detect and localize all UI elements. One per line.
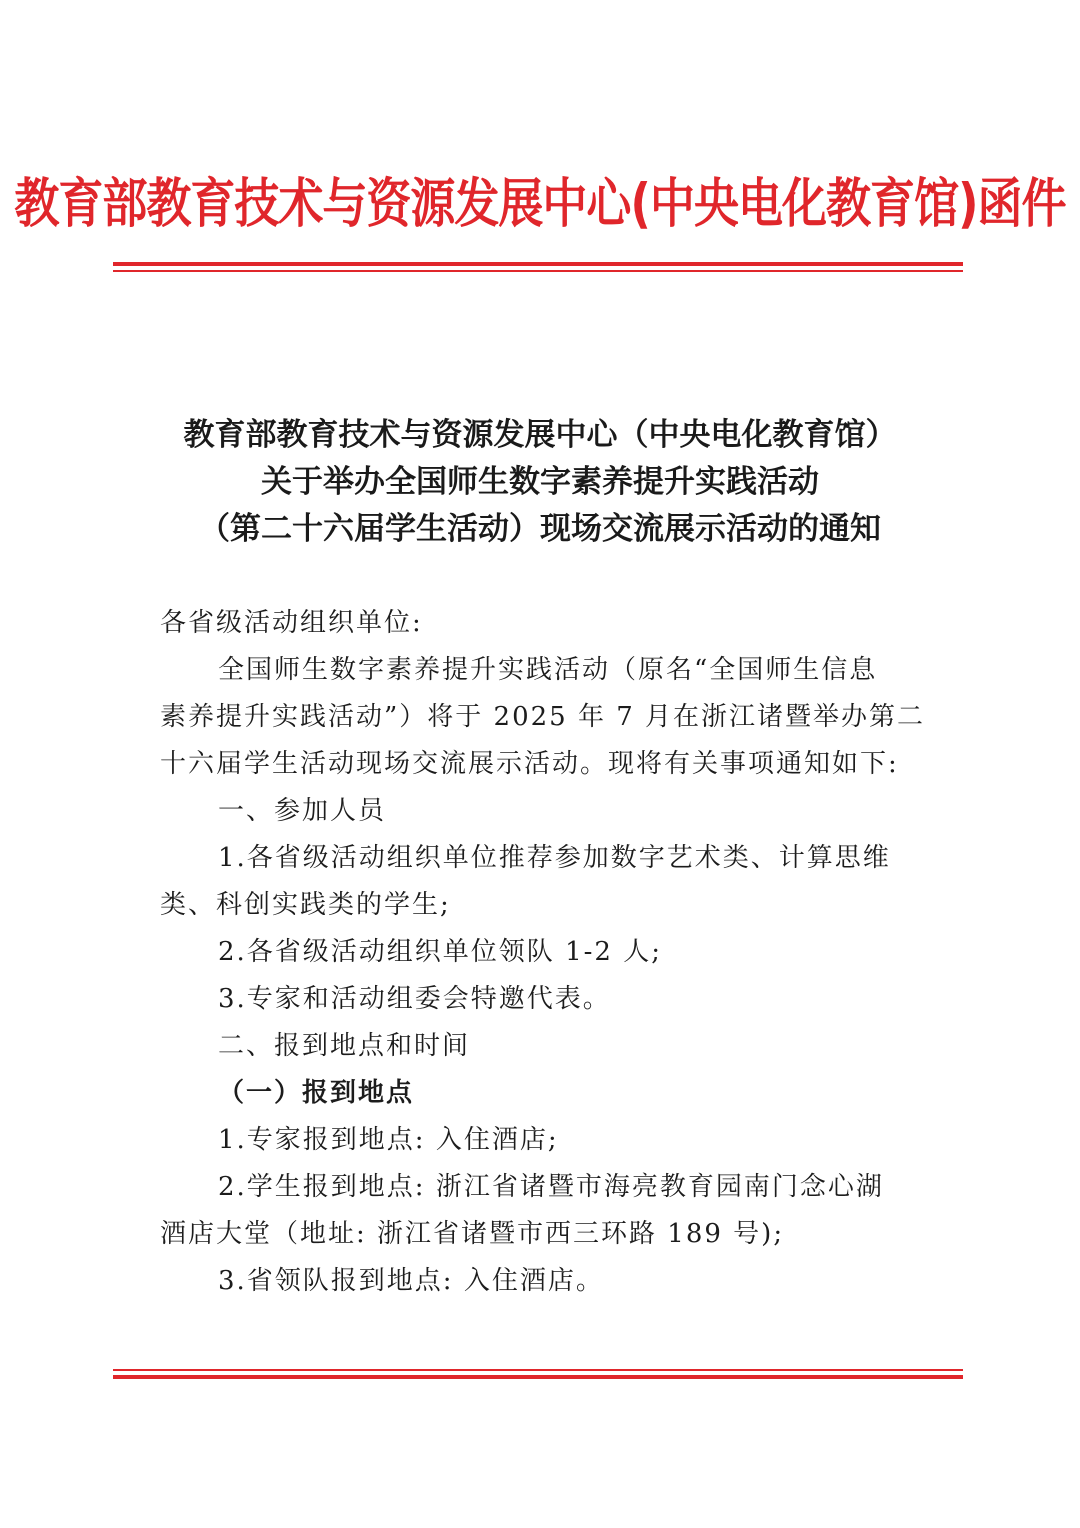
section-2-heading: 二、报到地点和时间 — [218, 1031, 471, 1061]
notice-title-line-1: 教育部教育技术与资源发展中心（中央电化教育馆） — [183, 417, 897, 453]
notice-title — [0, 412, 1080, 553]
section-1-item-1-line-2: 类、科创实践类的学生; — [160, 890, 451, 920]
intro-line-2: 素养提升实践活动”）将于 2025 年 7 月在浙江诸暨举办第二 — [160, 702, 926, 732]
section-1-item-1-line-1: 1.各省级活动组织单位推荐参加数字艺术类、计算思维 — [218, 843, 891, 873]
section-1-item-2: 2.各省级活动组织单位领队 1-2 人; — [218, 937, 662, 967]
section-2-item-1: 1.专家报到地点: 入住酒店; — [218, 1125, 559, 1155]
letterhead-title: 教育部教育技术与资源发展中心(中央电化教育馆)函件 — [14, 171, 1066, 235]
section-2-item-3: 3.省领队报到地点: 入住酒店。 — [218, 1266, 604, 1296]
section-1-item-3: 3.专家和活动组委会特邀代表。 — [218, 984, 611, 1014]
section-2-item-2-line-2: 酒店大堂（地址: 浙江省诸暨市西三环路 189 号); — [160, 1219, 785, 1249]
section-1-heading: 一、参加人员 — [218, 796, 387, 826]
notice-body — [160, 600, 926, 1305]
notice-title-line-2: 关于举办全国师生数字素养提升实践活动 — [261, 464, 819, 500]
section-2-item-2-line-1: 2.学生报到地点: 浙江省诸暨市海亮教育园南门念心湖 — [218, 1172, 884, 1202]
notice-title-line-3: （第二十六届学生活动）现场交流展示活动的通知 — [199, 511, 881, 547]
letterhead-red-rule — [113, 262, 963, 272]
intro-line-3: 十六届学生活动现场交流展示活动。现将有关事项通知如下: — [160, 749, 899, 779]
intro-line-1: 全国师生数字素养提升实践活动（原名“全国师生信息 — [218, 655, 878, 685]
footer-red-rule — [113, 1369, 963, 1379]
section-2-sub-1-heading: （一）报到地点 — [218, 1078, 415, 1108]
salutation: 各省级活动组织单位: — [160, 608, 423, 638]
